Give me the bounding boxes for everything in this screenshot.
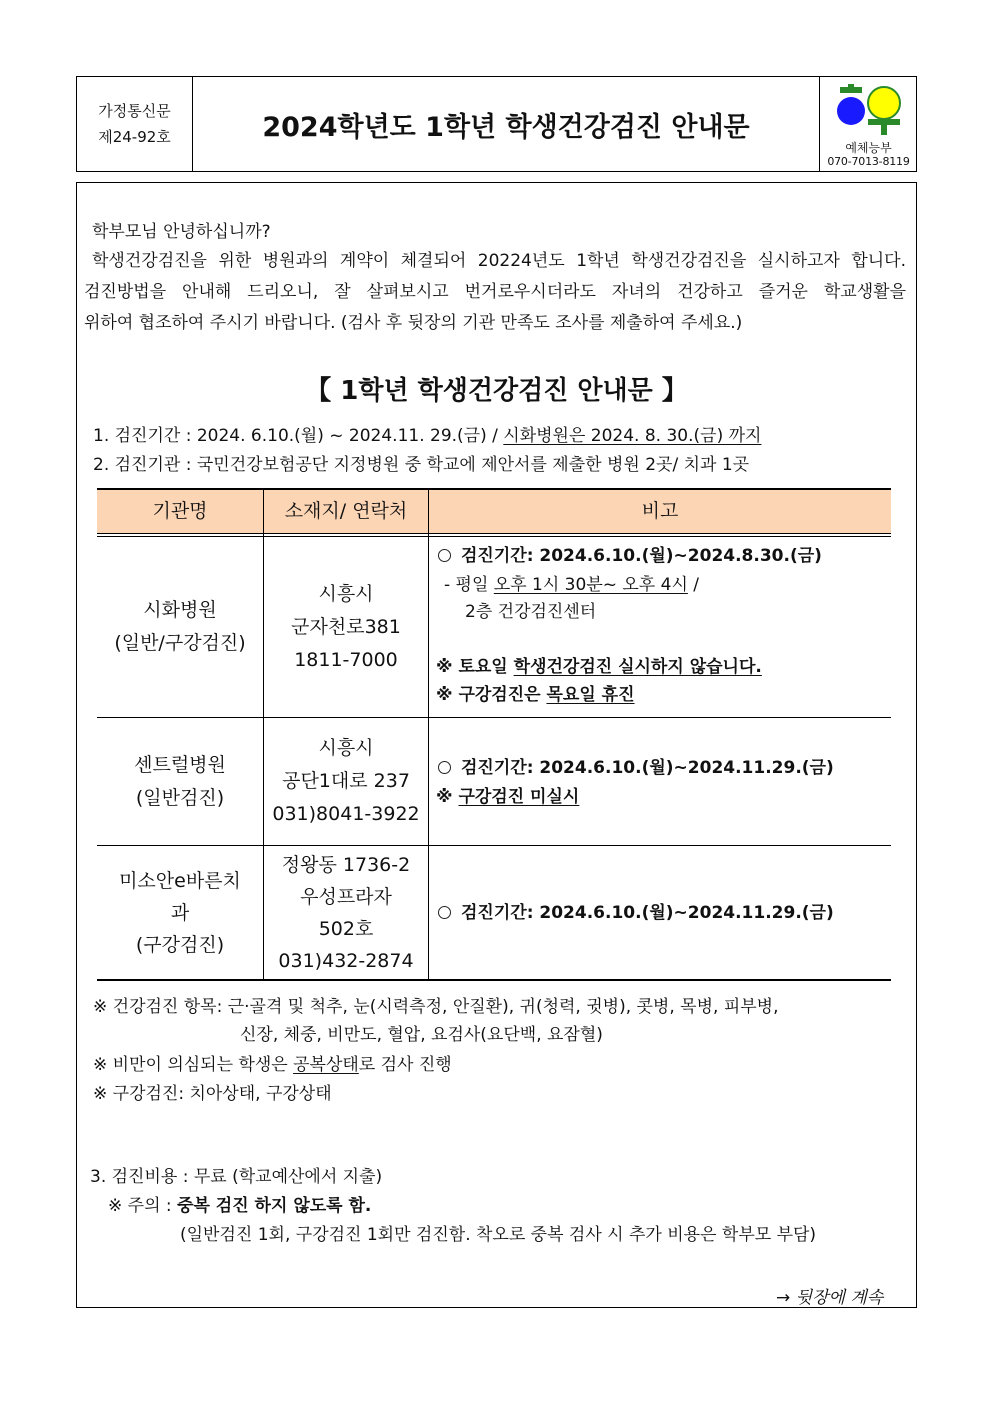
caution-note xyxy=(108,1195,371,1217)
doc-type: 가정통신문 xyxy=(98,102,171,120)
row-3-name-line: 미소안e바른치 xyxy=(119,869,241,892)
school-logo-block xyxy=(819,77,916,171)
row-1-period xyxy=(438,545,822,567)
row-3-period-text: 검진기간: 2024.6.10.(월)~2024.11.29.(금) xyxy=(461,903,834,923)
row-2-addr-line: 공단1대로 237 xyxy=(282,770,410,792)
row-2-addr-line: 031)8041-3922 xyxy=(272,803,420,825)
row-1-period-text: 검진기간: 2024.6.10.(월)~2024.8.30.(금) xyxy=(461,546,822,566)
caution-detail: (일반검진 1회, 구강검진 1회만 검진함. 착오로 중복 검사 시 추가 비용은 학부모 부담) xyxy=(180,1225,817,1245)
table-row-2-name xyxy=(97,718,263,845)
exam-items-line-2: 신장, 체중, 비만도, 혈압, 요검사(요단백, 요잠혈) xyxy=(240,1025,603,1045)
obesity-note xyxy=(93,1054,452,1076)
exam-items-line-1: ※ 건강검진 항목: 근·골격 및 척추, 눈(시력측정, 안질환), 귀(청력, 귓병), 콧병, 목병, 피부병, xyxy=(93,997,779,1017)
caution-bold: 중복 검진 하지 않도록 함. xyxy=(177,1196,372,1216)
row-2-note-underlined: 구강검진 미실시 xyxy=(458,787,580,807)
item-1-underlined: 시화병원은 2024. 8. 30.(금) 까지 xyxy=(503,426,762,446)
row-2-note-prefix: ※ xyxy=(436,787,459,807)
item-2-institutions: 2. 검진기관 : 국민건강보험공단 지정병원 중 학교에 제안서를 제출한 병원 2곳/ 치과 1곳 xyxy=(93,455,750,475)
row-2-name-line: 센트럴병원 xyxy=(134,753,226,776)
row-1-name-line: (일반/구강검진) xyxy=(114,632,246,654)
circle-bullet-icon xyxy=(438,549,451,562)
circle-bullet-icon xyxy=(438,761,451,774)
row-1-weekday-suffix: / xyxy=(687,575,700,595)
obesity-note-prefix: ※ 비만이 의심되는 학생은 xyxy=(93,1055,294,1075)
row-2-period-text: 검진기간: 2024.6.10.(월)~2024.11.29.(금) xyxy=(461,758,834,778)
page-title: 2024학년도 1학년 학생건강검진 안내문 xyxy=(262,111,750,143)
intro-line-3: 위하여 협조하여 주시기 바랍니다. (검사 후 뒷장의 기관 만족도 조사를 제출하여 주세요.) xyxy=(84,313,743,333)
row-1-weekday-prefix: - 평일 xyxy=(444,575,494,595)
row-1-name-line: 시화병원 xyxy=(143,599,217,621)
row-1-addr-line: 1811-7000 xyxy=(294,648,398,671)
intro-line-1: 학생건강검진을 위한 병원과의 계약이 체결되어 20224년도 1학년 학생건강검진을 실시하고자 합니다. xyxy=(92,251,906,271)
institution-table xyxy=(97,488,891,982)
row-1-note-2-underlined: 목요일 휴진 xyxy=(546,685,635,705)
obesity-note-suffix: 로 검사 진행 xyxy=(358,1055,452,1075)
item-3-cost: 3. 검진비용 : 무료 (학교예산에서 지출) xyxy=(90,1167,383,1187)
row-1-note-1-prefix: ※ 토요일 xyxy=(436,657,514,677)
row-3-addr-line: 우성프라자 xyxy=(300,885,392,908)
row-3-addr-line: 031)432-2874 xyxy=(278,949,414,972)
table-row-2-address xyxy=(264,718,428,845)
table-row-1-name xyxy=(97,537,263,717)
row-1-note-1-underlined: 학생건강검진 실시하지 않습니다. xyxy=(513,657,762,677)
row-3-name-line: (구강검진) xyxy=(135,933,225,956)
school-name: 예체능부 xyxy=(845,141,892,155)
row-1-note-2 xyxy=(436,684,635,706)
greeting: 학부모님 안녕하십니까? xyxy=(92,222,271,242)
table-row-3-address xyxy=(264,846,428,979)
row-1-location: 2층 건강검진센터 xyxy=(465,602,597,622)
header-box xyxy=(76,76,917,172)
row-1-addr-line: 시흥시 xyxy=(318,582,374,605)
doc-number: 제24-92호 xyxy=(98,128,171,146)
row-1-note-2-prefix: ※ 구강검진은 xyxy=(436,685,547,705)
table-row-3-name xyxy=(97,846,263,979)
row-1-weekday xyxy=(444,574,699,596)
row-3-addr-line: 502호 xyxy=(318,917,374,940)
row-3-addr-line: 정왕동 1736-2 xyxy=(281,853,411,876)
doc-info xyxy=(77,77,193,171)
oral-exam-note: ※ 구강검진: 치아상태, 구강상태 xyxy=(93,1084,332,1104)
section-title: 【 1학년 학생건강검진 안내문 】 xyxy=(305,376,688,406)
row-1-note-1 xyxy=(436,656,762,678)
school-phone: 070-7013-8119 xyxy=(827,155,910,168)
table-header-name: 기관명 xyxy=(152,500,208,522)
row-2-period xyxy=(438,757,834,779)
circle-bullet-icon xyxy=(438,906,451,919)
row-1-addr-line: 군자천로381 xyxy=(291,615,401,638)
item-1-prefix: 1. 검진기간 : 2024. 6.10.(월) ~ 2024.11. 29.(금) / xyxy=(93,426,504,446)
row-2-note xyxy=(436,786,579,808)
row-2-addr-line: 시흥시 xyxy=(318,737,374,759)
continue-note: → 뒷장에 계속 xyxy=(776,1288,884,1308)
school-logo-icon xyxy=(834,83,902,137)
caution-prefix: ※ 주의 : xyxy=(108,1196,178,1216)
table-row-1-address xyxy=(264,537,428,717)
table-header-address: 소재지/ 연락처 xyxy=(284,500,408,522)
row-1-weekday-time: 오후 1시 30분~ 오후 4시 xyxy=(493,575,688,595)
row-3-name-line: 과 xyxy=(170,901,190,924)
row-3-period xyxy=(438,902,834,924)
table-header-remarks: 비고 xyxy=(641,500,679,522)
intro-line-2: 검진방법을 안내해 드리오니, 잘 살펴보시고 번거로우시더라도 자녀의 건강하고 즐거운 학교생활을 xyxy=(84,282,906,302)
item-1-period xyxy=(93,425,761,447)
obesity-note-underlined: 공복상태 xyxy=(293,1055,359,1075)
row-2-name-line: (일반검진) xyxy=(135,786,225,809)
